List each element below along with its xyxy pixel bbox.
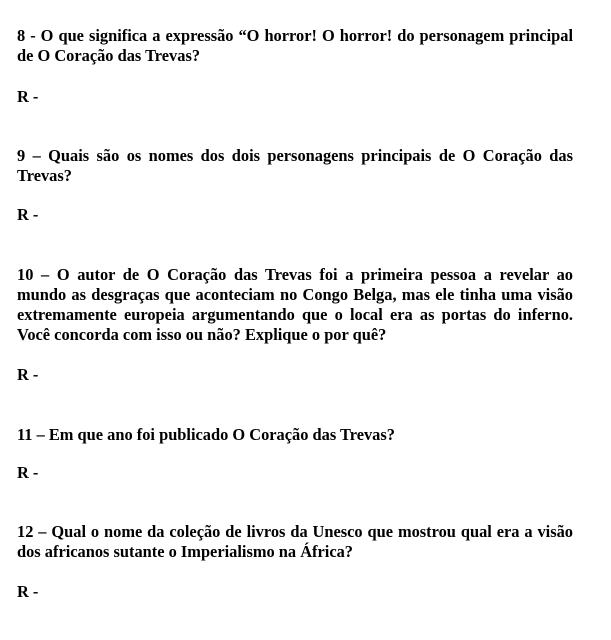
question-11: 11 – Em que ano foi publicado O Coração das Trevas? bbox=[17, 425, 395, 444]
answer-label-9: R - bbox=[17, 205, 39, 224]
question-12: 12 – Qual o nome da coleção de livros da Unesco que mostrou qual era a visão dos africanos sutante o Imperialismo na África? bbox=[17, 522, 573, 561]
answer-label-12: R - bbox=[17, 582, 39, 601]
answer-label-8: R - bbox=[17, 87, 39, 106]
question-8: 8 - O que significa a expressão “O horror! O horror! do personagem principal de O Coração das Trevas? bbox=[17, 26, 573, 65]
question-9: 9 – Quais são os nomes dos dois personagens principais de O Coração das Trevas? bbox=[17, 146, 573, 185]
question-10: 10 – O autor de O Coração das Trevas foi a primeira pessoa a revelar ao mundo as desgraças que aconteciam no Congo Belga, mas ele tinha uma visão extremamente europeia argumentando que o local era as portas do inferno. Você concorda com isso ou não? Explique o por quê? bbox=[17, 265, 573, 344]
answer-label-10: R - bbox=[17, 365, 39, 384]
answer-label-11: R - bbox=[17, 463, 39, 482]
